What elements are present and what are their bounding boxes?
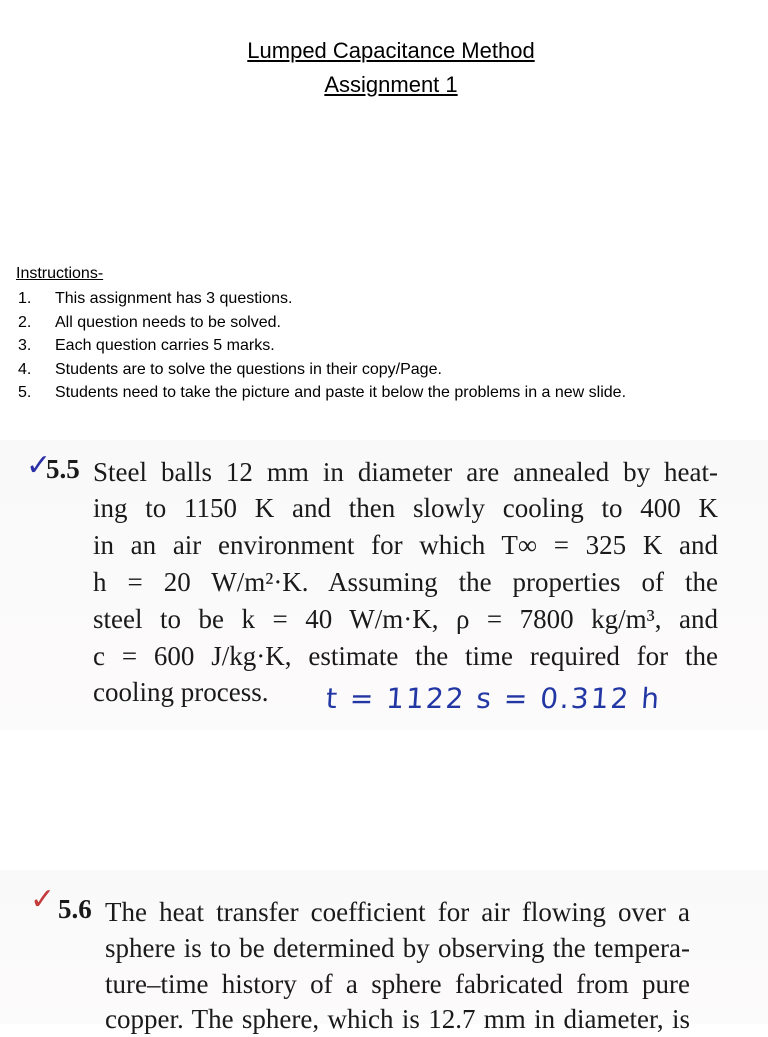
- item-number: 1.: [18, 290, 32, 307]
- problem-number: 5.5: [46, 454, 80, 484]
- list-item: [18, 334, 758, 358]
- list-item: [18, 358, 758, 382]
- problem-5-6-scan: [0, 870, 768, 1034]
- check-mark-icon: ✓: [26, 449, 52, 482]
- problem-line: h = 20 W/m²·K. Assuming the properties of the: [93, 567, 718, 597]
- item-number: 4.: [18, 360, 32, 378]
- list-item: [18, 381, 758, 405]
- instructions-list: [18, 287, 758, 405]
- list-item: [18, 287, 758, 311]
- problem-line: ing to 1150 K and then slowly cooling to 400 K: [93, 493, 718, 523]
- problem-line: The heat transfer coefficient for air flowing over a: [105, 897, 690, 927]
- problem-line: steel to be k = 40 W/m·K, ρ = 7800 kg/m³, and: [93, 604, 718, 634]
- assignment-subtitle: Assignment 1: [324, 72, 458, 97]
- check-mark-icon: ✓: [30, 883, 56, 916]
- document-title: Lumped Capacitance Method: [247, 38, 535, 63]
- instructions-heading: Instructions-: [16, 265, 104, 282]
- problem-line: cooling process.: [93, 677, 269, 707]
- item-text: Each question carries 5 marks.: [55, 337, 275, 354]
- problem-number: 5.6: [58, 894, 92, 924]
- problem-5-5-scan: [0, 440, 768, 730]
- problem-line: in an air environment for which T∞ = 325 K and: [93, 530, 718, 560]
- list-item: [18, 311, 758, 335]
- item-number: 3.: [18, 337, 32, 354]
- item-text: This assignment has 3 questions.: [55, 290, 293, 307]
- handwritten-answer: t = 1122 s = 0.312 h: [324, 682, 663, 715]
- item-text: Students are to solve the questions in their copy/Page.: [55, 360, 442, 378]
- problem-line: c = 600 J/kg·K, estimate the time required for the: [93, 641, 718, 671]
- problem-line: Steel balls 12 mm in diameter are annealed by heat-: [93, 457, 718, 487]
- item-number: 2.: [18, 313, 32, 331]
- problem-line: ture–time history of a sphere fabricated from pure: [105, 969, 690, 999]
- item-text: Students need to take the picture and paste it below the problems in a new slide.: [55, 384, 627, 401]
- item-text: All question needs to be solved.: [55, 313, 281, 331]
- item-number: 5.: [18, 384, 32, 401]
- problem-line: sphere is to be determined by observing the tempera-: [105, 933, 690, 963]
- problem-line: copper. The sphere, which is 12.7 mm in diameter, is: [105, 1004, 690, 1034]
